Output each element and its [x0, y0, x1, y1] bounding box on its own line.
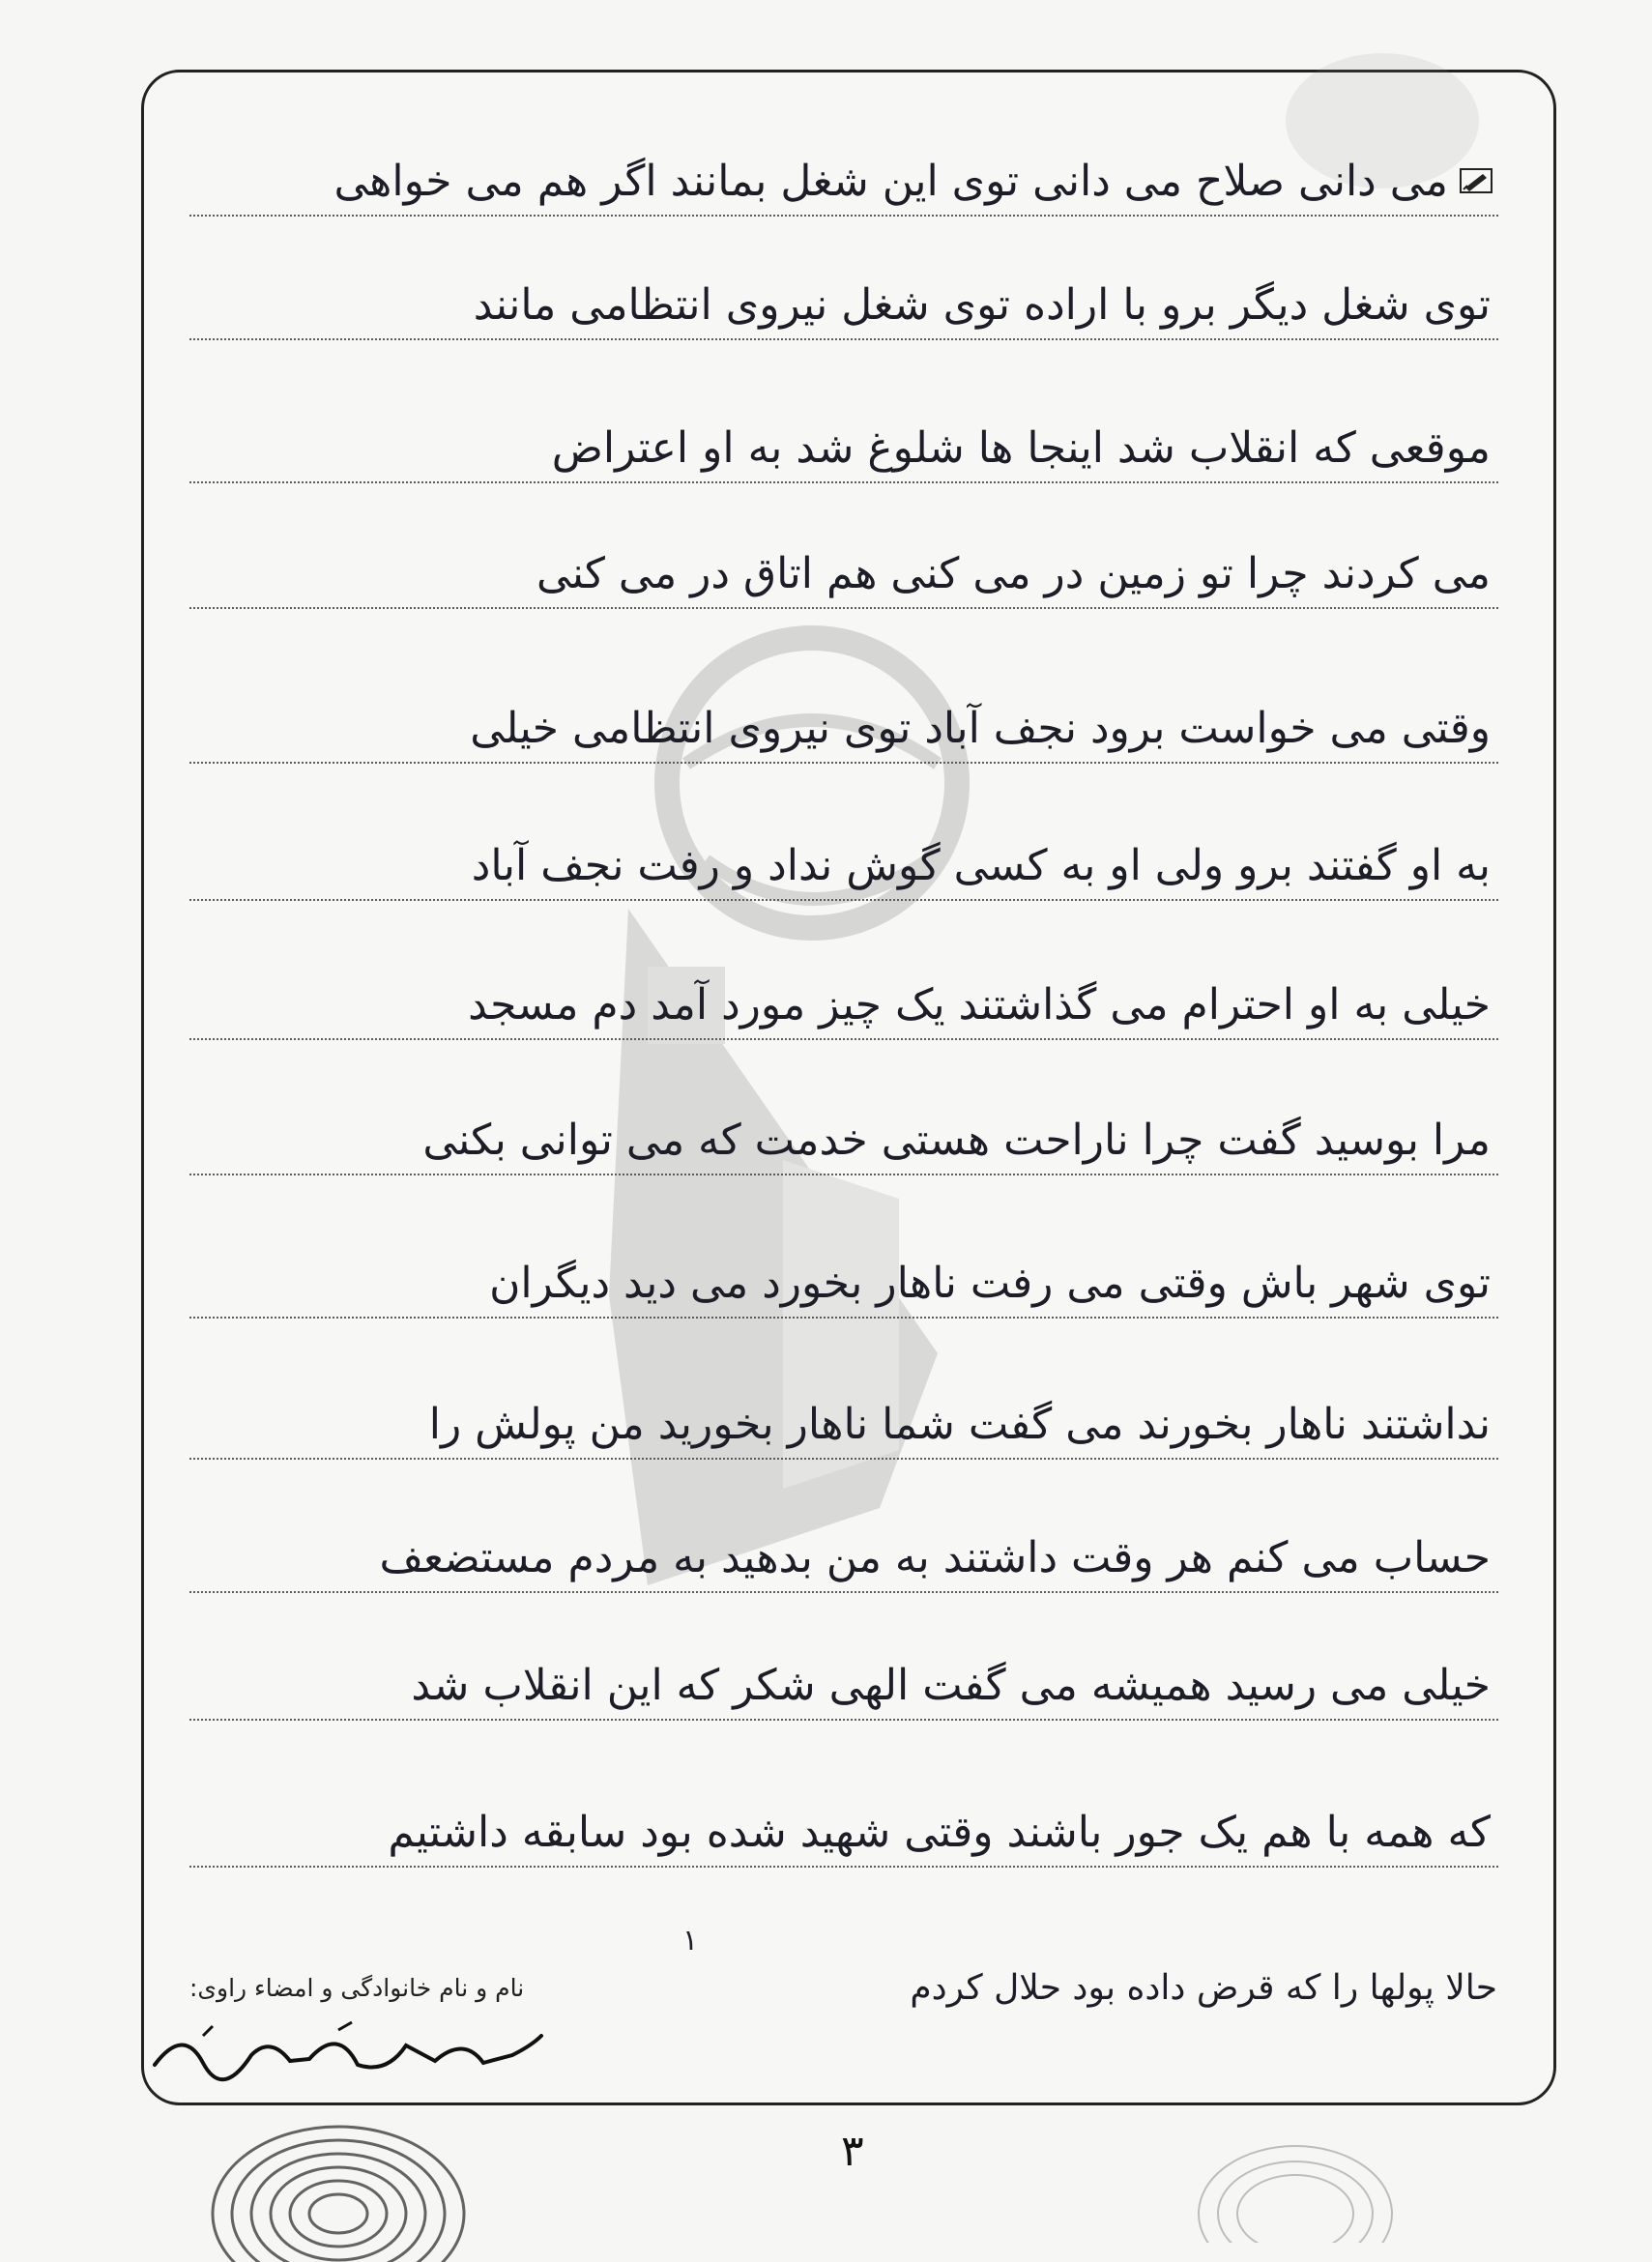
line-text: توی شغل دیگر برو با اراده توی شغل نیروی انتظامی مانند	[473, 280, 1491, 330]
handwritten-signature	[145, 2016, 551, 2088]
text-line	[189, 969, 1498, 1040]
line-text: مرا بوسید گفت چرا ناراحت هستی خدمت که می توانی بکنی	[422, 1116, 1491, 1165]
line-text: خیلی به او احترام می گذاشتند یک چیز مورد آمد دم مسجد	[468, 980, 1491, 1030]
digit-mark: ۱	[682, 1924, 699, 1958]
footer-writing: حالا پولها را که قرض داده بود حلال کردم	[910, 1968, 1497, 2008]
line-text: توی شهر باش وقتی می رفت ناهار بخورد می دید دیگران	[489, 1259, 1491, 1308]
line-text: می دانی صلاح می دانی توی این شغل بمانند اگر هم می خواهی	[333, 157, 1448, 206]
text-line	[189, 692, 1498, 764]
text-line	[189, 829, 1498, 901]
text-line	[189, 537, 1498, 609]
text-line	[189, 269, 1498, 340]
line-text: خیلی می رسید همیشه می گفت الهی شکر که این انقلاب شد	[411, 1661, 1491, 1710]
text-line	[189, 1796, 1498, 1868]
text-line	[189, 1649, 1498, 1721]
pen-icon	[1460, 168, 1493, 193]
text-line	[189, 1388, 1498, 1460]
text-line	[189, 1247, 1498, 1319]
line-text: نداشتند ناهار بخورند می گفت شما ناهار بخورید من پولش را	[428, 1400, 1491, 1449]
line-text: که همه با هم یک جور باشند وقتی شهید شده بود سابقه داشتیم	[388, 1808, 1491, 1857]
text-line	[189, 1522, 1498, 1593]
fingerprint-mark	[193, 2107, 483, 2262]
line-text: حساب می کنم هر وقت داشتند به من بدهید به مردم مستضعف	[379, 1533, 1491, 1582]
text-line	[189, 145, 1498, 217]
line-text: موقعی که انقلاب شد اینجا ها شلوغ شد به او اعتراض	[551, 423, 1491, 473]
text-line	[189, 412, 1498, 483]
text-line	[189, 1104, 1498, 1175]
narrator-signature-label: نام و نام خانوادگی و امضاء راوی:	[189, 1974, 525, 2002]
writing-lines	[189, 0, 1498, 2243]
line-text: وقتی می خواست برود نجف آباد توی نیروی انتظامی خیلی	[470, 704, 1491, 753]
page-number: ۳	[841, 2127, 864, 2176]
line-text: به او گفتند برو ولی او به کسی گوش نداد و رفت نجف آباد	[471, 841, 1491, 890]
fingerprint-mark	[1179, 2127, 1411, 2243]
line-text: می کردند چرا تو زمین در می کنی هم اتاق در می کنی	[536, 549, 1491, 598]
